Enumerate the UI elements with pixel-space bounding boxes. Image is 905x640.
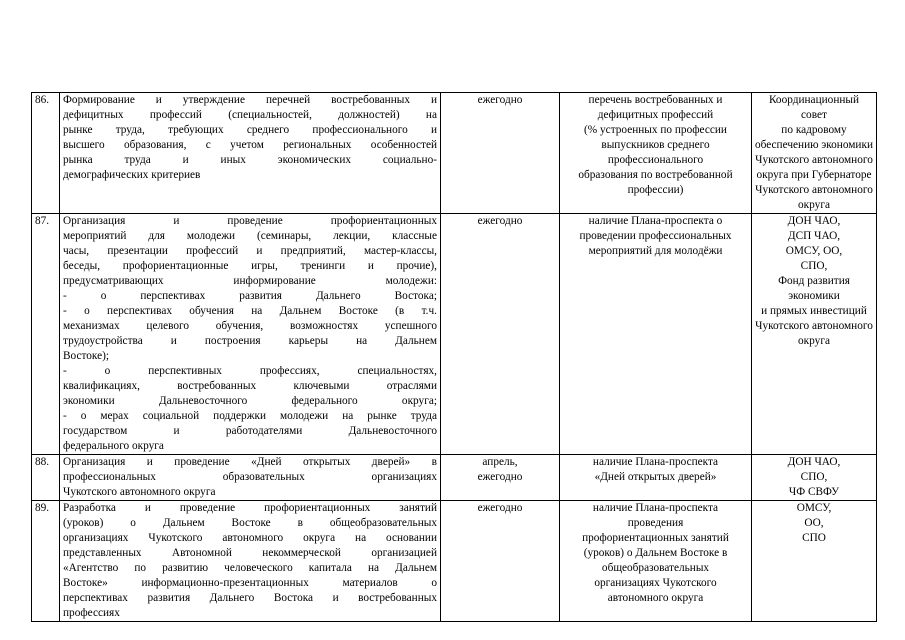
term-cell-line: ежегодно xyxy=(477,471,523,483)
row-number: 86. xyxy=(32,93,60,214)
responsible-cell-line: округа при Губернаторе xyxy=(756,169,872,181)
indicator-cell-line: (уроков) о Дальнем Востоке в xyxy=(583,547,728,559)
indicator-cell-line: «Дней открытых дверей» xyxy=(594,471,717,483)
row-number: 89. xyxy=(32,501,60,622)
responsible-cell-line: ДСП ЧАО, xyxy=(787,230,841,242)
table-row xyxy=(32,214,877,455)
indicator-cell-line: автономного округа xyxy=(607,592,704,604)
term-cell-line: ежегодно xyxy=(477,215,523,227)
activity-cell-line: перспективах развития Дальнего Востока и востребованных xyxy=(63,592,437,604)
term-cell-line: ежегодно xyxy=(477,94,523,106)
activity-cell-line: федерального округа xyxy=(63,440,164,452)
term-cell xyxy=(441,214,560,455)
responsible-cell-line: и прямых инвестиций xyxy=(761,305,867,317)
activity-cell-line: - о перспективах развития Дальнего Востока; xyxy=(63,290,437,302)
activity-cell-line: дефицитных профессий (специальностей, должностей) на xyxy=(63,109,437,121)
activity-cell-line: государством и работодателями Дальневосточного xyxy=(63,425,437,437)
responsible-cell-line: СПО xyxy=(802,532,826,544)
activity-cell-line: мероприятий для молодежи (семинары, лекции, классные xyxy=(63,230,437,242)
activity-cell-line: профессиональных образовательных организациях xyxy=(63,471,437,483)
responsible-cell xyxy=(752,214,877,455)
activity-cell-line: (уроков) о Дальнем Востоке в общеобразовательных xyxy=(63,517,437,529)
indicator-cell xyxy=(560,93,752,214)
responsible-cell-line: ОМСУ, ОО, xyxy=(785,245,843,257)
activity-cell-line: квалификациях, востребованных ключевыми отраслями xyxy=(63,380,437,392)
indicator-cell-line: дефицитных профессий xyxy=(597,109,714,121)
activity-cell-line: - о перспективах обучения на Дальнем Востоке (в т.ч. xyxy=(63,305,437,317)
activity-cell-line: Востоке); xyxy=(63,350,110,362)
activity-cell-line: экономики Дальневосточного федерального округа; xyxy=(63,395,437,407)
responsible-cell xyxy=(752,93,877,214)
activity-cell-line: механизмах целевого обучения, возможностях успешного xyxy=(63,320,437,332)
indicator-cell-line: проведения xyxy=(627,517,684,529)
indicator-cell-line: образования по востребованной xyxy=(578,169,733,181)
activity-cell-line: «Агентство по развитию человеческого капитала на Дальнем xyxy=(63,562,437,574)
responsible-cell-line: ЧФ СВФУ xyxy=(788,486,840,498)
activity-cell-line: профессиях xyxy=(63,607,120,619)
responsible-cell-line: ОО, xyxy=(804,517,824,529)
responsible-cell-line: Чукотского автономного xyxy=(755,184,873,196)
activity-cell-line: Организация и проведение профориентационных xyxy=(63,215,437,227)
term-cell-line: апрель, xyxy=(482,456,518,468)
row-number: 88. xyxy=(32,455,60,501)
indicator-cell-line: организациях Чукотского xyxy=(594,577,717,589)
row-number: 87. xyxy=(32,214,60,455)
indicator-cell-line: общеобразовательных xyxy=(601,562,710,574)
activity-cell-line: часы, презентации профессий и предприятий, мастер-классы, xyxy=(63,245,437,257)
activity-cell-line: - о мерах социальной поддержки молодежи на рынке труда xyxy=(63,410,437,422)
responsible-cell-line: Координационный совет xyxy=(768,94,860,121)
responsible-cell-line: СПО, xyxy=(800,471,828,483)
responsible-cell-line: СПО, xyxy=(800,260,828,272)
activity-cell-line: высшего образования, с учетом региональных особенностей xyxy=(63,139,437,151)
table-row xyxy=(32,93,877,214)
responsible-cell-line: округа xyxy=(798,335,830,347)
activity-cell-line: беседы, профориентационные игры, тренинги и прочие), xyxy=(63,260,437,272)
term-cell xyxy=(441,455,560,501)
activity-cell-line: представленных Автономной некоммерческой организацией xyxy=(63,547,437,559)
indicator-cell-line: наличие Плана-проспекта xyxy=(592,456,719,468)
activity-cell xyxy=(60,455,441,501)
responsible-cell-line: обеспечению экономики xyxy=(755,139,874,151)
activity-cell-line: Разработка и проведение профориентационных занятий xyxy=(63,502,437,514)
responsible-cell-line: Фонд развития экономики xyxy=(778,275,850,302)
activity-cell-line: рынка труда и иных экономических социально- xyxy=(63,154,437,166)
activity-cell-line: трудоустройства и построения карьеры на Дальнем xyxy=(63,335,437,347)
responsible-cell-line: ДОН ЧАО, xyxy=(787,215,841,227)
activity-cell-line: Формирование и утверждение перечней востребованных и xyxy=(63,94,437,106)
indicator-cell xyxy=(560,455,752,501)
indicator-cell-line: перечень востребованных и xyxy=(588,94,723,106)
activity-cell-line: рынке труда, требующих среднего профессионального и xyxy=(63,124,437,136)
responsible-cell xyxy=(752,501,877,622)
activity-cell xyxy=(60,214,441,455)
activity-cell-line: демографических критериев xyxy=(63,169,201,181)
activity-cell-line: - о перспективных профессиях, специальностях, xyxy=(63,365,437,377)
indicator-cell-line: наличие Плана-проспекта о xyxy=(588,215,723,227)
indicator-cell-line: мероприятий для молодёжи xyxy=(588,245,723,257)
activity-cell-line: организациях Чукотского автономного округа на основании xyxy=(63,532,437,544)
table-row xyxy=(32,501,877,622)
activity-cell xyxy=(60,93,441,214)
indicator-cell-line: профессии) xyxy=(627,184,684,196)
responsible-cell-line: ДОН ЧАО, xyxy=(787,456,841,468)
indicator-cell-line: (% устроенных по профессии xyxy=(584,124,727,136)
activity-cell xyxy=(60,501,441,622)
indicator-cell-line: профориентационных занятий xyxy=(582,532,729,544)
activity-cell-line: Организация и проведение «Дней открытых дверей» в xyxy=(63,456,437,468)
measures-table xyxy=(31,92,877,622)
activity-cell-line: предусматривающих информирование молодежи: xyxy=(63,275,437,287)
indicator-cell-line: наличие Плана-проспекта xyxy=(592,502,719,514)
responsible-cell-line: Чукотского автономного xyxy=(755,154,873,166)
indicator-cell xyxy=(560,501,752,622)
indicator-cell-line: профессионального xyxy=(607,154,704,166)
responsible-cell-line: округа xyxy=(798,199,830,211)
indicator-cell-line: выпускников среднего xyxy=(601,139,710,151)
term-cell-line: ежегодно xyxy=(477,502,523,514)
responsible-cell-line: по кадровому xyxy=(781,124,847,136)
activity-cell-line: Востоке» информационно-презентационных материалов о xyxy=(63,577,437,589)
activity-cell-line: Чукотского автономного округа xyxy=(63,486,216,498)
term-cell xyxy=(441,93,560,214)
term-cell xyxy=(441,501,560,622)
table-row xyxy=(32,455,877,501)
indicator-cell-line: проведении профессиональных xyxy=(579,230,732,242)
responsible-cell xyxy=(752,455,877,501)
indicator-cell xyxy=(560,214,752,455)
responsible-cell-line: Чукотского автономного xyxy=(755,320,873,332)
responsible-cell-line: ОМСУ, xyxy=(796,502,832,514)
